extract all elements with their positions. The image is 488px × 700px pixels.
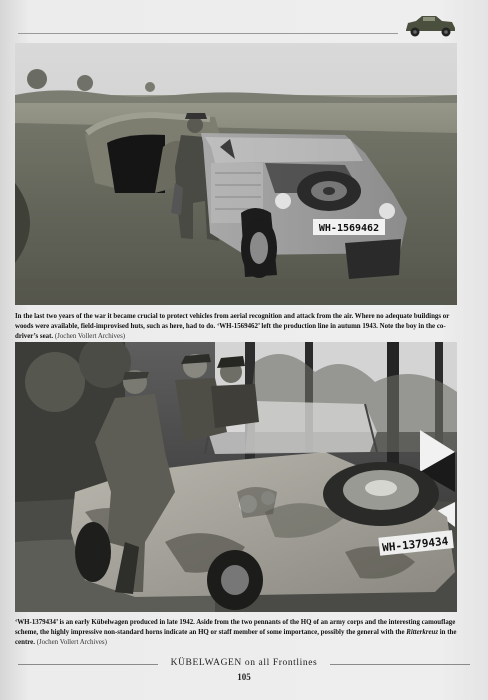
running-title: KÜBELWAGEN on all Frontlines <box>170 658 318 668</box>
vehicle-plate: WH-1569462 <box>318 223 380 234</box>
footer-rule-right <box>330 664 470 665</box>
photo2-caption: ‘WH-1379434’ is an early Kübelwagen produced in late 1942. Aside from the two pennants of the HQ of an army corps and the interesting camouflage scheme, the highly impressive non-standard horns indicate an HQ or staff member of some importance, possibly the general with the Ritterkreuz in the centre. (Jochen Vollert Archives) <box>15 619 457 646</box>
header-rule <box>18 33 398 34</box>
vehicle-plate-2: WH-1379434 <box>381 534 449 555</box>
page-number: 105 <box>237 672 251 682</box>
kubelwagen-header-icon <box>402 12 458 38</box>
photo-camouflaged-kubelwagen-hut <box>15 43 457 305</box>
photo1-caption: In the last two years of the war it became crucial to protect vehicles from aerial recognition and attack from the air. Where no adequate buildings or woods were available, field-improvised huts, such as here, had to do. ‘WH-1569462’ left the production line in autumn 1943. Note the boy in the co-driver’s seat. (Jochen Vollert Archives) <box>15 313 450 340</box>
photo-staff-kubelwagen-camouflage <box>15 342 457 612</box>
